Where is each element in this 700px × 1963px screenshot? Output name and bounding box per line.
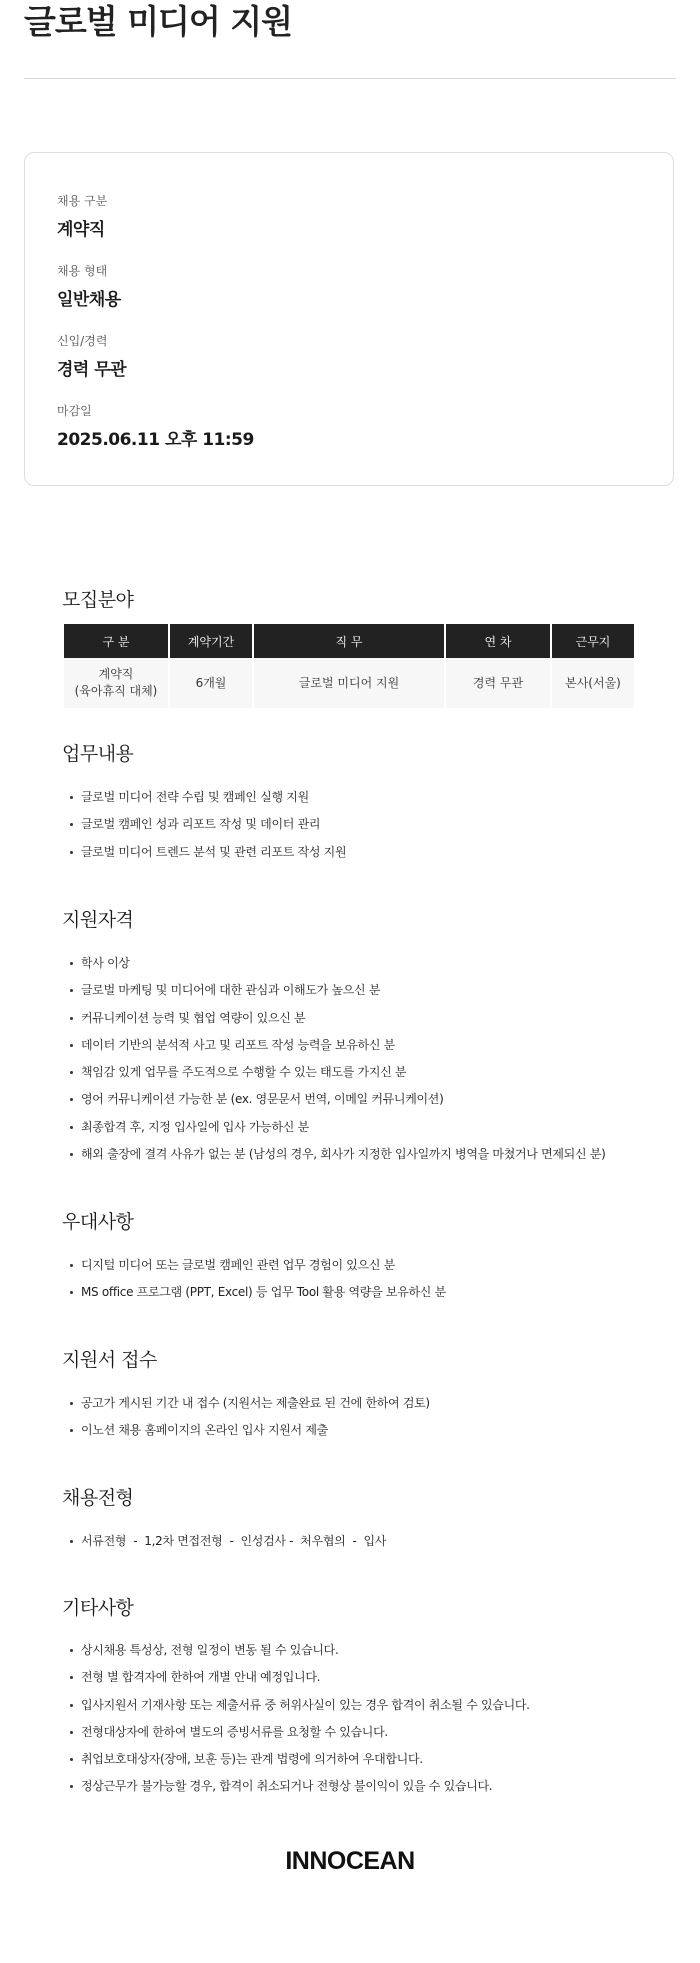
innocean-logo: INNOCEAN <box>285 1847 415 1875</box>
info-label: 채용 형태 <box>57 264 108 278</box>
section-title-process: 채용전형 <box>62 1487 134 1509</box>
list-item: 글로벌 미디어 트렌드 분석 및 관련 리포트 작성 지원 <box>68 839 668 866</box>
list-item: 전형 별 합격자에 한하여 개별 안내 예정입니다. <box>68 1664 668 1691</box>
table-row <box>64 658 634 708</box>
section-title-qualifications: 지원자격 <box>62 909 134 931</box>
section-title-etc: 기타사항 <box>62 1597 134 1619</box>
list-item: 글로벌 캠페인 성과 리포트 작성 및 데이터 관리 <box>68 811 668 838</box>
list-item: 글로벌 마케팅 및 미디어에 대한 관심과 이해도가 높으신 분 <box>68 977 668 1004</box>
list-item: 커뮤니케이션 능력 및 협업 역량이 있으신 분 <box>68 1005 668 1032</box>
table-cell-location: 본사(서울) <box>552 658 634 708</box>
list-item: 최종합격 후, 지정 입사일에 입사 가능하신 분 <box>68 1114 668 1141</box>
preferences-list <box>68 1252 668 1307</box>
info-experience <box>57 333 126 381</box>
qualifications-list <box>68 950 668 1168</box>
info-value: 일반채용 <box>57 290 121 310</box>
cell-line: 계약직 <box>98 667 134 681</box>
info-label: 신입/경력 <box>57 334 108 348</box>
recruit-table <box>62 624 636 708</box>
info-employment-category <box>57 193 107 241</box>
table-header-cell: 구 분 <box>64 624 168 658</box>
info-deadline <box>57 403 254 451</box>
table-header-cell: 근무지 <box>552 624 634 658</box>
info-label: 채용 구분 <box>57 194 108 208</box>
list-item: 공고가 게시된 기간 내 접수 (지원서는 제출완료 된 건에 한하여 검토) <box>68 1390 668 1417</box>
list-item: 디지털 미디어 또는 글로벌 캠페인 관련 업무 경험이 있으신 분 <box>68 1252 668 1279</box>
info-value: 2025.06.11 오후 11:59 <box>57 430 254 450</box>
table-cell-duty: 글로벌 미디어 지원 <box>254 658 444 708</box>
list-item: 취업보호대상자(장애, 보훈 등)는 관계 법령에 의거하여 우대합니다. <box>68 1746 668 1773</box>
list-item: 전형대상자에 한하여 별도의 증빙서류를 요청할 수 있습니다. <box>68 1719 668 1746</box>
list-item: 서류전형 - 1,2차 면접전형 - 인성검사 - 처우협의 - 입사 <box>68 1528 668 1555</box>
list-item: 상시채용 특성상, 전형 일정이 변동 될 수 있습니다. <box>68 1637 668 1664</box>
list-item: 정상근무가 불가능할 경우, 합격이 취소되거나 전형상 불이익이 있을 수 있습니다. <box>68 1773 668 1800</box>
list-item: 책임감 있게 업무를 주도적으로 수행할 수 있는 태도를 가지신 분 <box>68 1059 668 1086</box>
table-header-cell: 직 무 <box>254 624 444 658</box>
section-title-recruit: 모집분야 <box>62 589 134 611</box>
table-cell-type <box>64 658 168 708</box>
page-title: 글로벌 미디어 지원 <box>24 2 293 41</box>
process-list <box>68 1528 668 1555</box>
info-value: 경력 무관 <box>57 360 127 380</box>
table-cell-years: 경력 무관 <box>446 658 550 708</box>
list-item: 글로벌 미디어 전략 수립 및 캠페인 실행 지원 <box>68 784 668 811</box>
duties-list <box>68 784 668 866</box>
list-item: 영어 커뮤니케이션 가능한 분 (ex. 영문문서 번역, 이메일 커뮤니케이션) <box>68 1086 668 1113</box>
table-header-row <box>64 624 634 658</box>
cell-line: (육아휴직 대체) <box>74 684 158 698</box>
info-employment-type <box>57 263 121 311</box>
info-label: 마감일 <box>57 404 92 418</box>
application-list <box>68 1390 668 1445</box>
table-cell-period: 6개월 <box>170 658 252 708</box>
info-value: 계약직 <box>57 220 105 240</box>
list-item: 해외 출장에 결격 사유가 없는 분 (남성의 경우, 회사가 지정한 입사일까지 병역을 마쳤거나 면제되신 분) <box>68 1141 668 1168</box>
section-title-application: 지원서 접수 <box>62 1349 157 1371</box>
title-divider <box>24 78 676 79</box>
list-item: 학사 이상 <box>68 950 668 977</box>
table-header-cell: 계약기간 <box>170 624 252 658</box>
list-item: 이노션 채용 홈페이지의 온라인 입사 지원서 제출 <box>68 1417 668 1444</box>
list-item: MS office 프로그램 (PPT, Excel) 등 업무 Tool 활용 역량을 보유하신 분 <box>68 1279 668 1306</box>
table-header-cell: 연 차 <box>446 624 550 658</box>
list-item: 데이터 기반의 분석적 사고 및 리포트 작성 능력을 보유하신 분 <box>68 1032 668 1059</box>
list-item: 입사지원서 기재사항 또는 제출서류 중 허위사실이 있는 경우 합격이 취소될 수 있습니다. <box>68 1692 668 1719</box>
etc-list <box>68 1637 668 1801</box>
section-title-preferences: 우대사항 <box>62 1211 134 1233</box>
section-title-duties: 업무내용 <box>62 743 134 765</box>
job-info-card <box>24 152 674 486</box>
